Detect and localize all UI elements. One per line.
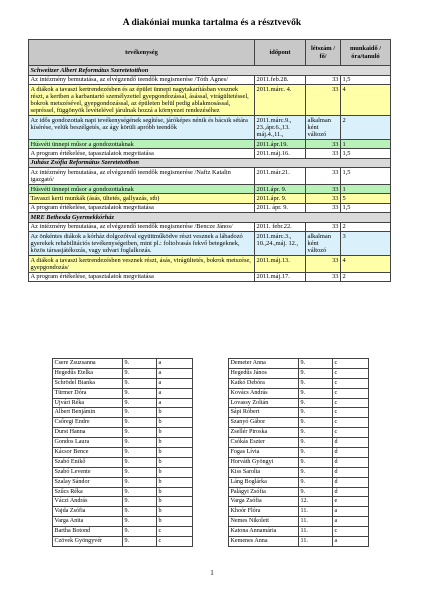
cell-hours: 5 [341,194,391,203]
student-class: c [333,359,369,369]
activity-table-body [29,66,391,282]
student-row [53,467,193,477]
cell-hours: 1 [341,184,391,193]
student-class: b [157,487,193,497]
student-name: Kemenes Anna [229,537,299,547]
student-grade: 9. [123,388,157,398]
student-row [53,487,193,497]
student-row [53,448,193,458]
student-grade: 9. [123,398,157,408]
student-class: b [157,507,193,517]
student-name: Khoór Flóra [229,507,299,517]
student-grade: 9. [299,448,333,458]
student-grade: 9. [123,408,157,418]
student-name: Katona Annamária [229,527,299,537]
cell-count: 33 [306,168,341,185]
student-row [229,467,369,477]
section-name: MRE Bethesda Gyermekkórház [29,213,391,222]
student-name: Hegedűs János [229,368,299,378]
cell-count: alkalman ként változó [306,232,341,256]
cell-count: 33 [306,203,341,212]
table-row [29,116,391,140]
student-class: b [157,477,193,487]
student-grade: 9. [299,477,333,487]
student-name: Csőregi Endre [53,418,123,428]
student-grade: 9. [299,418,333,428]
table-row [29,194,391,203]
student-class: d [333,477,369,487]
student-name: Kácsor Bence [53,448,123,458]
student-name: Láng Boglárka [229,477,299,487]
cell-date: 2011. febr.22. [255,222,306,231]
cell-hours: 2 [341,272,391,281]
cell-hours: 1,5 [341,168,391,185]
student-name: Szalay Sándor [53,477,123,487]
student-grade: 9. [299,457,333,467]
cell-count: 33 [306,75,341,84]
section-name: Juhász Zsófia Református Szeretetotthon [29,158,391,167]
student-name: Bartha Botond [53,527,123,537]
table-row [29,85,391,116]
student-row [229,448,369,458]
student-class: c [333,408,369,418]
header-hours: munkaidő /óra/tanuló [341,40,391,66]
student-row [53,368,193,378]
cell-count: alkalman ként változó [306,116,341,140]
student-list-right-body [229,359,369,547]
student-name: Demeter Anna [229,359,299,369]
cell-date: 2011.máj.17. [255,272,306,281]
cell-date: 2011.ápr. 9. [255,184,306,193]
student-name: Szabó Levente [53,467,123,477]
student-class: c [157,527,193,537]
student-name: Schrödel Bianka [53,378,123,388]
student-grade: 9. [299,487,333,497]
cell-hours: 1 [341,140,391,149]
student-class: b [157,408,193,418]
student-name: Ujvári Réka [53,398,123,408]
student-row [229,378,369,388]
student-class: c [333,398,369,408]
student-row [229,359,369,369]
cell-activity: Az intézmény bemutatása, az elvégzendő teendők megismerése /Bencze János/ [29,222,255,231]
student-name: Albert Benjámin [53,408,123,418]
student-name: Zsellér Piroska [229,428,299,438]
student-row [53,408,193,418]
student-grade: 9. [123,477,157,487]
student-grade: 9. [299,368,333,378]
student-name: Türmer Dóra [53,388,123,398]
page-number: 1 [210,569,214,577]
table-row [29,222,391,231]
student-class: b [157,448,193,458]
cell-activity: A program értékelése, tapasztalatok megvitatása [29,203,255,212]
student-name: Fogas Lívia [229,448,299,458]
student-class: d [333,467,369,477]
student-name: Szanyó Gábor [229,418,299,428]
student-row [53,378,193,388]
student-name: Lovassy Zoltán [229,398,299,408]
cell-hours: 3 [341,232,391,256]
student-class: a [157,378,193,388]
student-grade: 9. [123,418,157,428]
student-grade: 9. [299,388,333,398]
header-date: időpont [255,40,306,66]
student-row [229,428,369,438]
student-row [53,507,193,517]
student-grade: 9. [123,527,157,537]
student-class: b [157,497,193,507]
cell-date: 2011.máj.13. [255,255,306,272]
student-row [229,388,369,398]
student-class: c [333,378,369,388]
cell-activity: Az idős gondozottak napi tevékenységének segítése, járóképes nénik és bácsik sétára kísérése, velük beszélgetés, az ágy körüli apróbb teendők [29,116,255,140]
student-name: Horváth Gyöngyi [229,457,299,467]
student-grade: 9. [123,487,157,497]
student-row [229,438,369,448]
student-class: b [157,418,193,428]
student-class: d [333,438,369,448]
student-name: Sápi Róbert [229,408,299,418]
student-row [229,408,369,418]
cell-date: 2011.már.21. [255,168,306,185]
student-class: a [333,517,369,527]
student-class: a [157,368,193,378]
student-name: Varga Zsófia [229,497,299,507]
student-class: b [157,428,193,438]
student-grade: 9. [123,359,157,369]
student-grade: 9. [123,467,157,477]
student-row [53,497,193,507]
cell-count: 33 [306,272,341,281]
student-grade: 12. [299,497,333,507]
student-grade: 9. [123,537,157,547]
student-row [229,537,369,547]
student-list-left-body [53,359,193,547]
table-header-row [29,40,391,66]
table-row [29,232,391,256]
cell-activity: A diákok a tavaszi kertrendezésben és az épület ünnepi nagytakarításban vesznek részt, a kertben a karbantartó személyzettel gyepgondozással, ásással, virágültetéssel, bokrok metszésével, gyepgondozással, az épületen belül pedig ablakmosással, sepréssel, függönyök levételével járulnak hozzá a környezet rendezéséhez [29,85,255,116]
cell-count: 33 [306,194,341,203]
student-row [53,457,193,467]
student-class: d [333,487,369,497]
student-grade: 9. [123,438,157,448]
student-row [229,517,369,527]
student-class: b [157,438,193,448]
student-grade: 9. [123,378,157,388]
student-name: Csere Zsuzsanna [53,359,123,369]
student-row [229,487,369,497]
student-row [53,428,193,438]
student-row [229,477,369,487]
student-class: c [157,537,193,547]
table-row [29,203,391,212]
student-class: a [333,507,369,517]
student-grade: 11. [299,537,333,547]
student-row [53,438,193,448]
cell-date: 2011.ápr. 9. [255,194,306,203]
cell-date: 2011.feb.28. [255,75,306,84]
student-row [229,507,369,517]
student-grade: 9. [299,438,333,448]
student-row [53,527,193,537]
student-class: a [333,537,369,547]
student-row [53,359,193,369]
student-name: Kovács András [229,388,299,398]
cell-date: 2011.ápr.19. [255,140,306,149]
cell-activity: A program értékelése, tapasztalatok megvitatása [29,149,255,158]
cell-count: 33 [306,140,341,149]
student-name: Gondos Laura [53,438,123,448]
student-class: a [157,388,193,398]
student-name: Durst Hanna [53,428,123,438]
student-name: Szűcs Réka [53,487,123,497]
student-row [229,497,369,507]
student-grade: 9. [123,428,157,438]
student-grade: 9. [299,428,333,438]
student-class: d [333,448,369,458]
student-grade: 9. [123,497,157,507]
student-name: Váczi András [53,497,123,507]
student-grade: 11. [299,507,333,517]
student-name: Czövek Gyöngyvér [53,537,123,547]
cell-hours: 1,5 [341,149,391,158]
cell-hours: 2 [341,116,391,140]
student-grade: 9. [123,507,157,517]
cell-activity: Az intézmény bemutatása, az elvégzendő teendők megismerése /Tóth Ágnes/ [29,75,255,84]
cell-activity: Tavaszi kerti munkák (ásás, ültetés, gallyazás, stb) [29,194,255,203]
student-row [53,418,193,428]
student-grade: 9. [299,467,333,477]
student-class: a [157,359,193,369]
student-grade: 11. [299,527,333,537]
cell-count: 33 [306,149,341,158]
table-row [29,184,391,193]
student-name: Hegedűs Etelka [53,368,123,378]
cell-count: 33 [306,255,341,272]
cell-activity: Húsvéti ünnepi műsor a gondozottaknak [29,140,255,149]
cell-date: 2011. ápr. 9. [255,203,306,212]
cell-date: 2011.máj.16. [255,149,306,158]
cell-count: 33 [306,184,341,193]
student-list-right [228,358,369,547]
student-grade: 9. [299,398,333,408]
student-name: Palágyi Zsófia [229,487,299,497]
student-grade: 9. [299,408,333,418]
student-class: c [333,418,369,428]
page-title: A diakóniai munka tartalma és a résztvevők [122,18,302,28]
student-class: c [333,527,369,537]
header-count: létszám / fő/ [306,40,341,66]
header-activity: tevékenység [29,40,255,66]
cell-date: 2011.márc.9., 23.,ápr.6.,13. máj.4.,11., [255,116,306,140]
cell-date: 2011.márc. 4. [255,85,306,116]
table-row [29,75,391,84]
student-row [229,368,369,378]
student-row [53,537,193,547]
student-list-left [52,358,193,547]
student-grade: 11. [299,517,333,527]
cell-activity: A diákok a tavaszi kertrendezésben vesznek részt, ásás, virágültetés, bokrok metszése, gyepgondozás/ [29,255,255,272]
cell-hours: 1,5 [341,203,391,212]
cell-activity: A program értékelése, tapasztalatok megvitatása [29,272,255,281]
student-class: b [157,467,193,477]
student-grade: 9. [123,517,157,527]
student-grade: 9. [123,448,157,458]
student-class: b [157,457,193,467]
section-row [29,158,391,167]
cell-count: 33 [306,85,341,116]
student-row [229,398,369,408]
cell-hours: 2 [341,222,391,231]
student-class: c [333,428,369,438]
table-row [29,255,391,272]
section-name: Schweitzer Albert Református Szeretetotthon [29,66,391,75]
section-row [29,213,391,222]
student-grade: 9. [123,457,157,467]
student-class: c [333,368,369,378]
cell-hours: 1,5 [341,75,391,84]
student-row [53,517,193,527]
student-grade: 9. [299,359,333,369]
table-row [29,168,391,185]
student-class: d [333,457,369,467]
table-row [29,149,391,158]
student-grade: 9. [299,378,333,388]
cell-activity: Húsvéti ünnepi műsor a gondozottaknak [29,184,255,193]
table-row [29,140,391,149]
student-name: Kiss Sarolta [229,467,299,477]
student-row [53,477,193,487]
cell-hours: 4 [341,255,391,272]
student-name: Vajda Zsófia [53,507,123,517]
student-grade: 9. [123,368,157,378]
student-name: Csókás Eszter [229,438,299,448]
student-class: a [157,398,193,408]
cell-date: 2011.márc.3., 10.,24.,máj. 12., [255,232,306,256]
student-name: Varga Anita [53,517,123,527]
student-name: Szabó Enikő [53,457,123,467]
student-row [229,527,369,537]
cell-count: 33 [306,222,341,231]
student-class: b [157,517,193,527]
student-class: e [333,497,369,507]
section-row [29,66,391,75]
student-row [53,398,193,408]
student-class: c [333,388,369,398]
table-row [29,272,391,281]
student-row [229,457,369,467]
cell-activity: Az intézmény bemutatása, az elvégzendő teendők megismerése /Naftz Katalin igazgató/ [29,168,255,185]
cell-activity: Az önkéntes diákok a kórház dolgozóival együttműködve részt vesznek a lábadozó gyerekek rehabilitációs tevékenységeiben, mint pl.: foltolvasás fekvő betegeknek, közös társasjátékozás, vagy udvari foglalkozás. [29,232,255,256]
student-row [229,418,369,428]
student-name: Katkó Debóra [229,378,299,388]
student-name: Nemes Nikolett [229,517,299,527]
cell-hours: 4 [341,85,391,116]
activity-table [28,39,391,282]
student-row [53,388,193,398]
